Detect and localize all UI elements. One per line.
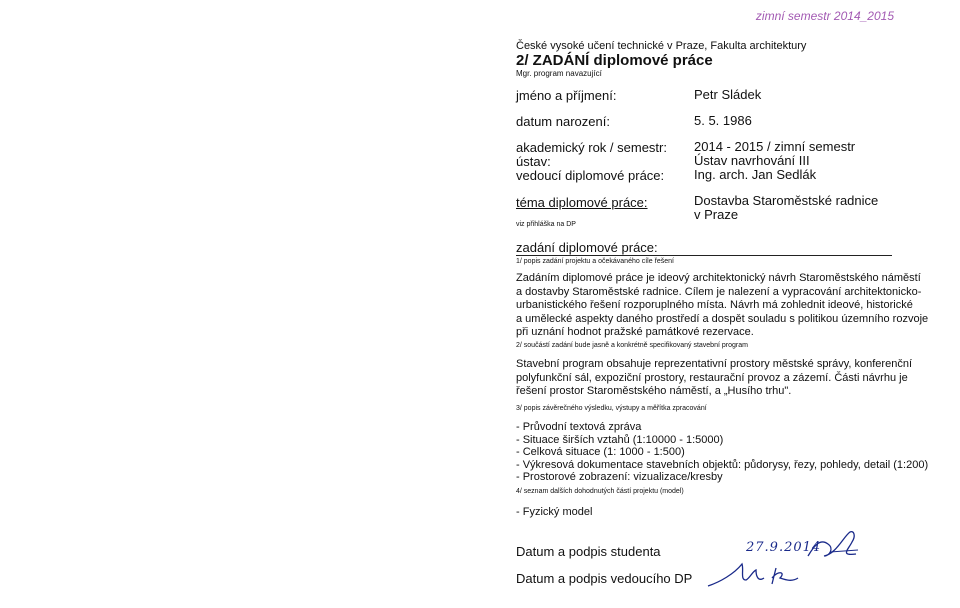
dob-label: datum narození: [516, 114, 610, 129]
section2-line: polyfunkční sál, expoziční prostory, restaurační provoz a zázemí. Části návrhu je [516, 371, 908, 384]
output-item: - Prostorové zobrazení: vizualizace/kresby [516, 471, 723, 483]
section1-line: Zadáním diplomové práce je ideový architektonický návrh Staroměstského náměstí [516, 272, 921, 284]
section2-caption: 2/ součástí zadání bude jasně a konkrétně specifikovaný stavební program [516, 342, 748, 349]
supervisor-value: Ing. arch. Jan Sedlák [694, 167, 817, 182]
section2-line: Stavební program obsahuje reprezentativní prostory městské správy, konferenční [516, 358, 912, 370]
section3-caption: 3/ popis závěrečného výsledku, výstupy a měřítka zpracování [516, 405, 707, 412]
supervisor-signature [706, 556, 806, 592]
institution-line: České vysoké učení technické v Praze, Fakulta architektury [516, 40, 807, 52]
assignment-heading: zadání diplomové práce: [516, 240, 658, 255]
document-title: 2/ ZADÁNÍ diplomové práce [516, 52, 713, 69]
section1-line: a umělecké aspekty daného prostředí a dospět souladu s politikou územního rozvoje [516, 312, 929, 325]
name-value: Petr Sládek [694, 87, 762, 102]
section2-line: řešení prostor Staroměstského náměstí, a „Husího trhu". [516, 385, 792, 397]
section1-text [516, 272, 929, 340]
topic-value-line1: Dostavba Staroměstské radnice [694, 193, 879, 208]
section3-list [516, 421, 928, 484]
section1-line: a dostavby Staroměstské radnice. Cílem je nalezení a vypracování architektonicko- [516, 285, 922, 298]
supervisor-label: vedoucí diplomové práce: [516, 168, 665, 183]
section4-caption: 4/ seznam dalších dohodnutých částí projektu (model) [516, 488, 684, 495]
student-signature [800, 526, 864, 566]
model-item: - Fyzický model [516, 506, 593, 518]
institute-value: Ústav navrhování III [694, 153, 810, 168]
student-date-handwritten: 27.9.2014 [746, 540, 822, 555]
dob-value: 5. 5. 1986 [694, 113, 752, 128]
blank-margin [0, 0, 478, 608]
application-note: viz přihláška na DP [516, 221, 576, 228]
section1-caption: 1/ popis zadání projektu a očekávaného cíle řešení [516, 258, 674, 265]
program-line: Mgr. program navazující [516, 69, 602, 78]
student-signature-label: Datum a podpis studenta [516, 544, 661, 559]
output-item: - Celková situace (1: 1000 - 1:500) [516, 446, 685, 458]
assignment-divider [516, 255, 892, 256]
output-item: - Výkresová dokumentace stavebních objektů: půdorysy, řezy, pohledy, detail (1:200) [516, 458, 929, 471]
topic-label: téma diplomové práce: [516, 195, 648, 210]
section4-list [516, 506, 592, 519]
section2-text [516, 358, 912, 399]
output-item: - Situace širších vztahů (1:10000 - 1:5000) [516, 433, 724, 446]
topic-value-line2: v Praze [694, 207, 739, 222]
academic-year-value: 2014 - 2015 / zimní semestr [694, 139, 856, 154]
name-label: jméno a příjmení: [516, 88, 617, 103]
academic-year-label: akademický rok / semestr: [516, 140, 667, 155]
output-item: - Průvodní textová zpráva [516, 421, 642, 433]
section1-line: urbanistického řešení rozporuplného místa. Návrh má zohlednit ideové, historické [516, 299, 913, 311]
semester-header: zimní semestr 2014_2015 [755, 9, 894, 23]
institute-label: ústav: [516, 154, 551, 169]
section1-line: při uznání hodnot pražské památkové rezervace. [516, 326, 754, 338]
supervisor-signature-label: Datum a podpis vedoucího DP [516, 571, 693, 586]
